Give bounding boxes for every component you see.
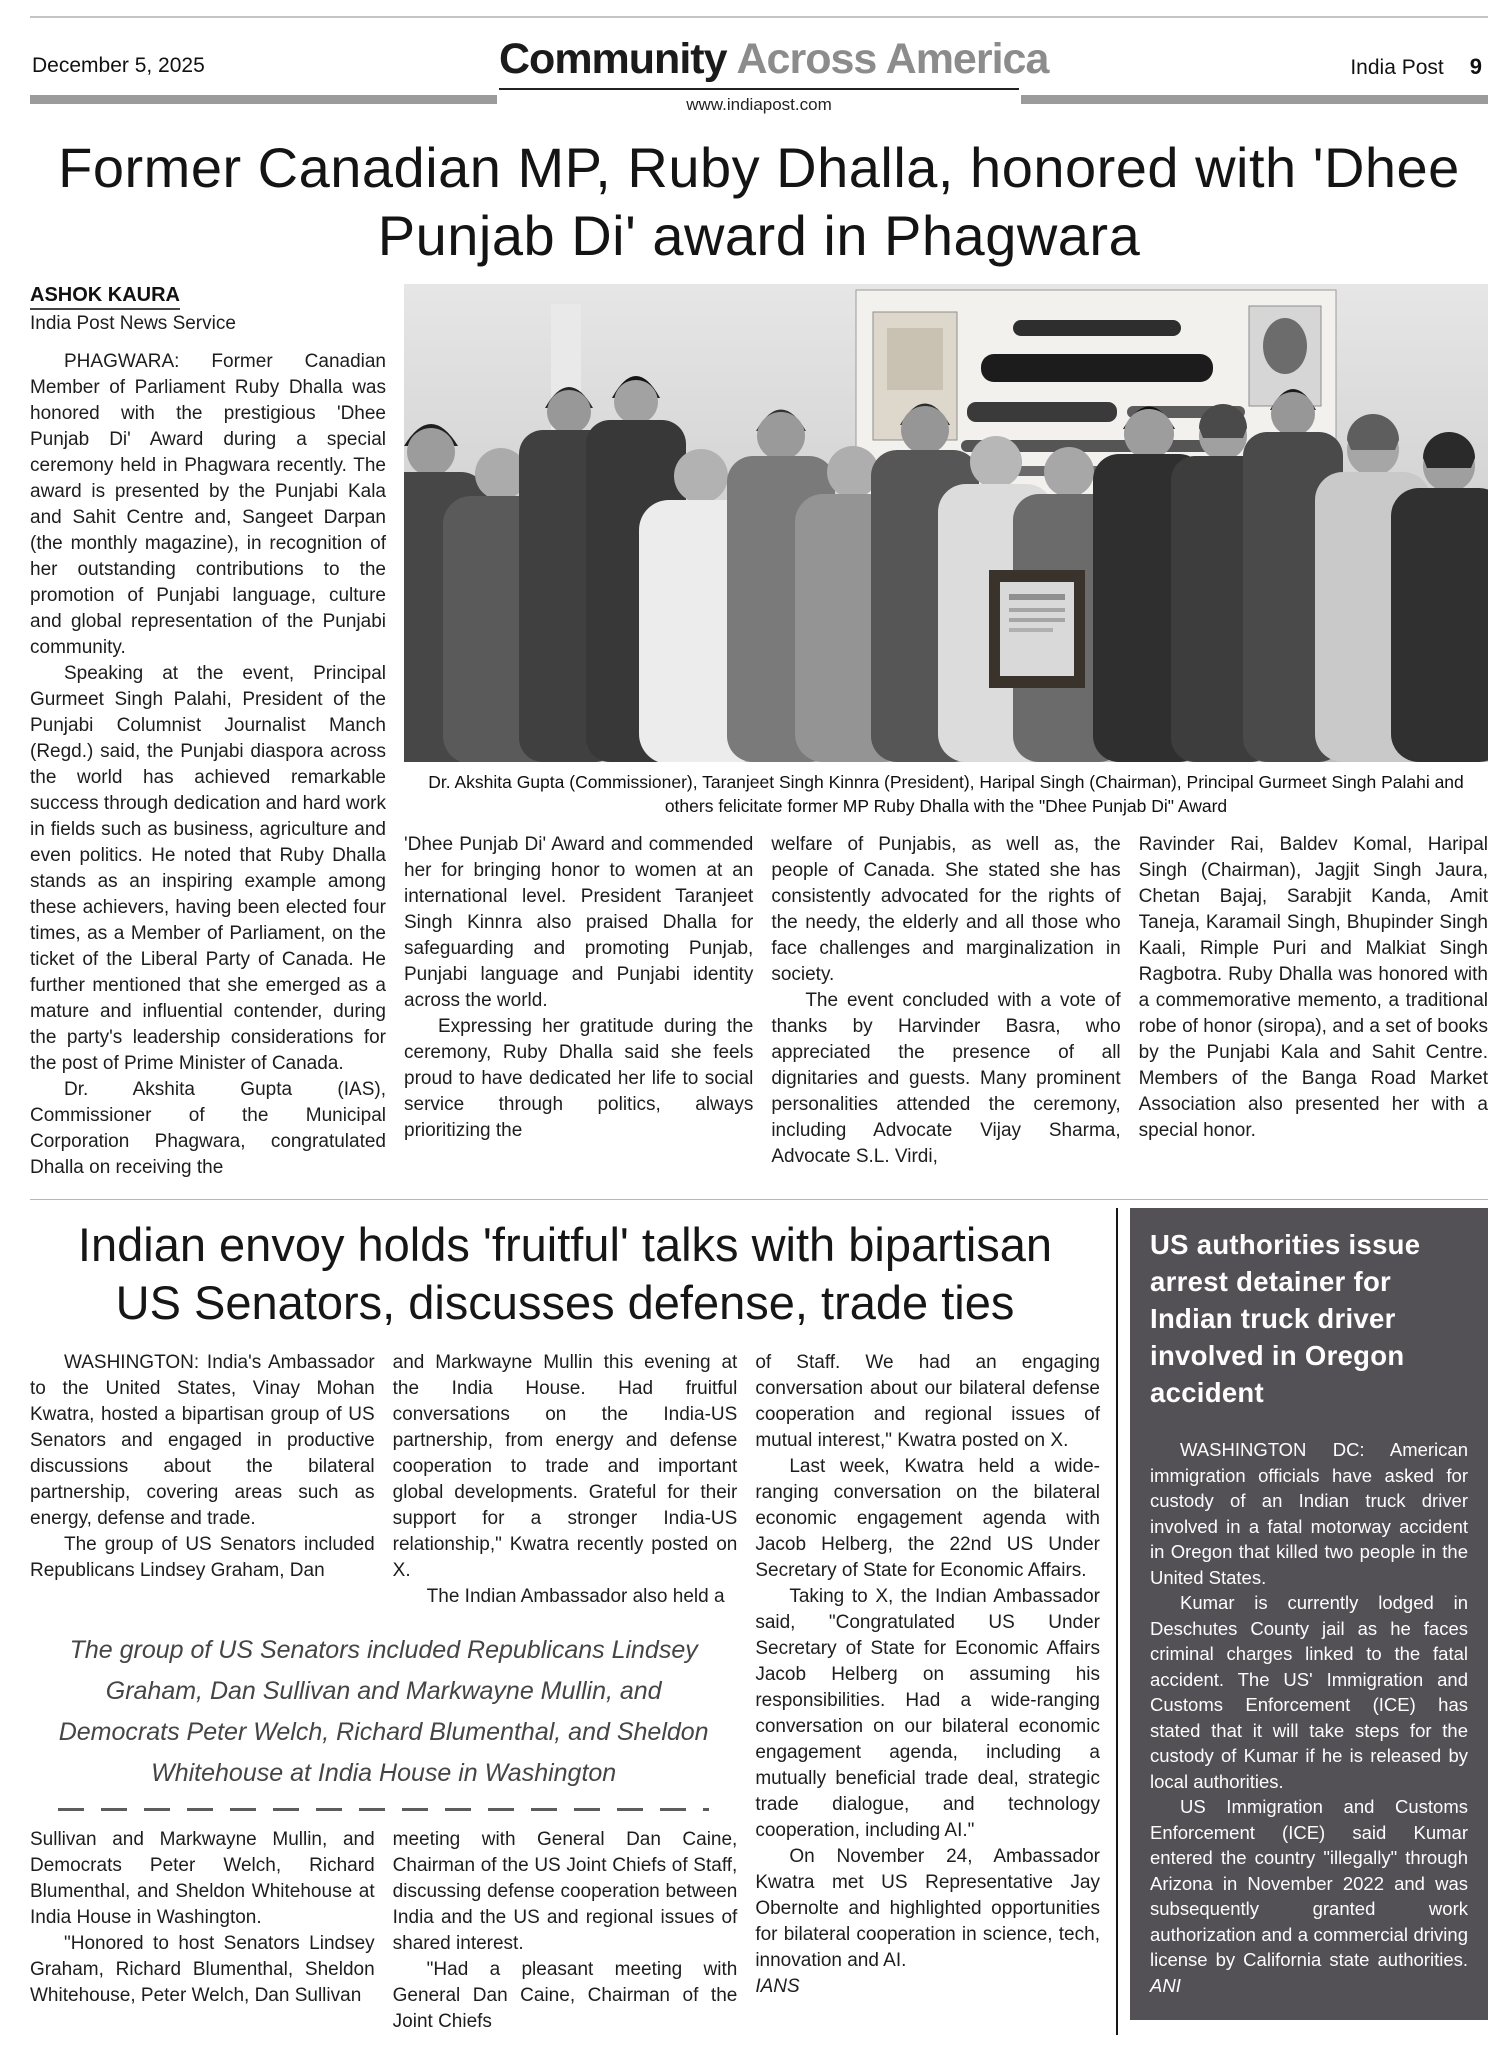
byline-organization: India Post News Service	[30, 313, 236, 334]
section-divider	[30, 1199, 1488, 1200]
issue-date: December 5, 2025	[32, 54, 205, 77]
ceremony-photo	[404, 284, 1488, 762]
article1-headline: Former Canadian MP, Ruby Dhalla, honored with 'Dhee Punjab Di' award in Phagwara	[58, 136, 1460, 267]
sidebar-article-oregon	[1130, 1208, 1488, 2020]
article1-column-3	[771, 832, 1120, 1170]
sidebar-paragraph: Kumar is currently lodged in Deschutes County jail as he faces criminal charges linked to the fatal accident. The US' Immigration and Customs Enforcement (ICE) has stated that it will take steps for the custody of Kumar if he is released by local authorities.	[1150, 1592, 1468, 1792]
byline-author: ASHOK KAURA	[30, 284, 180, 310]
page-header	[30, 32, 1488, 118]
sidebar-paragraph	[1150, 1794, 1468, 1998]
article2-column-1-top	[30, 1350, 375, 1610]
pull-quote: The group of US Senators included Republicans Lindsey Graham, Dan Sullivan and Markwayne Mullin, and Democrats Peter Welch, Richard Blumenthal, and Sheldon Whitehouse at India House in Washington	[58, 1636, 709, 1787]
article-paragraph: and Markwayne Mullin this evening at the India House. Had fruitful conversations on the India-US partnership, from energy and defense cooperation to trade and important global developments. Grateful for their support for a stronger India-US relationship," Kwatra recently posted on X.	[392, 1352, 738, 1581]
website-url: www.indiapost.com	[686, 95, 832, 114]
sidebar-article-wrapper	[1116, 1208, 1488, 2035]
article-paragraph: "Had a pleasant meeting with General Dan Caine, Chairman of the Joint Chiefs	[392, 1959, 738, 2032]
award-plaque	[989, 570, 1085, 688]
article-indian-envoy	[30, 1208, 1116, 2035]
publication-label: India Post	[1350, 56, 1444, 79]
article1-column-2	[404, 832, 753, 1170]
article-paragraph: On November 24, Ambassador Kwatra met US Representative Jay Obernolte and highlighted opportunities for bilateral cooperation in science, tech, innovation and AI.	[755, 1846, 1100, 1971]
header-band-left	[30, 95, 497, 104]
ceremony-photo-illustration	[404, 284, 1488, 762]
article-paragraph: Taking to X, the Indian Ambassador said, "Congratulated US Under Secretary of State for Economic Affairs Jacob Helberg on assuming his responsibilities. Had a wide-ranging conversation on our bilateral economic engagement agenda, including a mutually beneficial trade deal, strategic trade dialogue, and technology cooperation, including AI."	[755, 1586, 1100, 1841]
article-paragraph: Sullivan and Markwayne Mullin, and Democrats Peter Welch, Richard Blumenthal, and Sheldon Whitehouse at India House in Washington.	[30, 1829, 375, 1928]
article-paragraph: The event concluded with a vote of thanks by Harvinder Basra, who appreciated the presence of all dignitaries and guests. Many prominent personalities attended the ceremony, including Advocate Vijay Sharma, Advocate S.L. Virdi,	[771, 990, 1121, 1167]
sidebar-paragraph: WASHINGTON DC: American immigration officials have asked for custody of an Indian truck driver involved in a fatal motorway accident in Oregon that killed two people in the United States.	[1150, 1439, 1468, 1588]
article2-credit: IANS	[755, 1976, 800, 1997]
article1-column-4	[1139, 832, 1488, 1170]
header-band-right	[1021, 95, 1488, 104]
sidebar-paragraph-text: US Immigration and Customs Enforcement (ICE) said Kumar entered the country "illegally" through Arizona in November 2022 and was subsequently granted work authorization and a commercial driving license by California state authorities.	[1150, 1796, 1468, 1970]
article-paragraph: Ravinder Rai, Baldev Komal, Haripal Singh (Chairman), Jagjit Singh Jaura, Chetan Bajaj, Sarabjit Kanda, Amit Taneja, Karamail Singh, Bhupinder Singh Kaali, Rimple Puri and Malkiat Singh Ragbotra. Ruby Dhalla was honored with a commemorative memento, a traditional robe of honor (siropa), and a set of books by the Punjabi Kala and Sahit Centre. Members of the Banga Road Market Association also presented her with a special honor.	[1138, 834, 1488, 1141]
article2-column-3	[755, 1350, 1100, 2035]
people-silhouettes	[404, 376, 1488, 762]
article-paragraph: welfare of Punjabis, as well as, the people of Canada. She stated she has consistently advocated for the rights of the needy, the elderly and all those who face challenges and marginalization in society.	[771, 834, 1121, 985]
pull-quote-block	[30, 1610, 737, 1827]
article-paragraph: Last week, Kwatra held a wide-ranging conversation on the bilateral economic engagement agenda with Jacob Helberg, the 22nd US Under Secretary of State for Economic Affairs.	[755, 1456, 1100, 1581]
article-dhalla-award	[30, 134, 1488, 1181]
masthead-block	[499, 32, 1049, 115]
article-paragraph: Expressing her gratitude during the ceremony, Ruby Dhalla said she feels proud to have dedicated her life to social service through politics, always prioritizing the	[404, 1016, 754, 1141]
article-paragraph: "Honored to host Senators Lindsey Graham, Richard Blumenthal, Sheldon Whitehouse, Peter Welch, Dan Sullivan	[30, 1933, 375, 2006]
article-paragraph: The group of US Senators included Republicans Lindsey Graham, Dan	[30, 1534, 375, 1581]
article-paragraph: Dr. Akshita Gupta (IAS), Commissioner of the Municipal Corporation Phagwara, congratulated Dhalla on receiving the	[30, 1079, 386, 1178]
page-number: 9	[1469, 54, 1482, 79]
pull-quote-dashed-rule	[58, 1808, 709, 1811]
masthead-rule	[499, 88, 1019, 90]
article-paragraph: meeting with General Dan Caine, Chairman of the US Joint Chiefs of Staff, discussing defense cooperation between India and the US and regional issues of shared interest.	[392, 1829, 738, 1954]
article1-photo-area	[404, 284, 1488, 1181]
sidebar-credit: ANI	[1150, 1974, 1181, 1996]
article-paragraph: The Indian Ambassador also held a	[426, 1586, 725, 1607]
top-rule	[30, 16, 1488, 18]
article2-column-1-bottom	[30, 1827, 375, 2035]
article2-headline: Indian envoy holds 'fruitful' talks with bipartisan US Senators, discusses defense, trade ties	[77, 1218, 1053, 1329]
masthead-secondary: Across America	[736, 35, 1049, 83]
article2-column-2-top	[393, 1350, 738, 1610]
masthead-primary: Community	[499, 35, 727, 83]
article1-column-1	[30, 284, 386, 1181]
sidebar-headline: US authorities issue arrest detainer for Indian truck driver involved in Oregon accident	[1150, 1229, 1421, 1408]
article-paragraph: 'Dhee Punjab Di' Award and commended her for bringing honor to women at an international level. President Taranjeet Singh Kinnra also praised Dhalla for safeguarding and promoting Punjab, Punjabi language and Punjabi identity across the world.	[404, 834, 754, 1011]
article2-column-2-bottom	[393, 1827, 738, 2035]
masthead	[499, 32, 1049, 86]
article-paragraph: of Staff. We had an engaging conversation about our bilateral defense cooperation and regional issues of mutual interest," Kwatra posted on X.	[755, 1352, 1100, 1451]
article-paragraph: Speaking at the event, Principal Gurmeet Singh Palahi, President of the Punjabi Columnist Journalist Manch (Regd.) said, the Punjabi diaspora across the world has achieved remarkable success through dedication and hard work in fields such as business, agriculture and even politics. He noted that Ruby Dhalla stands as an inspiring example among these achievers, having been elected four times, as a Member of Parliament, on the ticket of the Liberal Party of Canada. He further mentioned that she emerged as a mature and influential contender, during the party's leadership considerations for the post of Prime Minister of Canada.	[30, 663, 386, 1074]
article-paragraph: PHAGWARA: Former Canadian Member of Parliament Ruby Dhalla was honored with the prestigious 'Dhee Punjab Di' Award during a special ceremony held in Phagwara recently. The award is presented by the Punjabi Kala and Sahit Centre and, Sangeet Darpan (the monthly magazine), in recognition of her outstanding contributions to the promotion of Punjabi language, culture and global representation of the Punjabi community.	[30, 351, 386, 658]
article-paragraph: WASHINGTON: India's Ambassador to the United States, Vinay Mohan Kwatra, hosted a bipartisan group of US Senators and engaged in productive discussions about the bilateral partnership, covering areas such as energy, defense and trade.	[30, 1352, 375, 1529]
publication-name	[1350, 54, 1482, 80]
photo-caption: Dr. Akshita Gupta (Commissioner), Taranjeet Singh Kinnra (President), Haripal Singh (Chairman), Principal Gurmeet Singh Palahi and others felicitate former MP Ruby Dhalla with the "Dhee Punjab Di" Award	[428, 772, 1464, 816]
